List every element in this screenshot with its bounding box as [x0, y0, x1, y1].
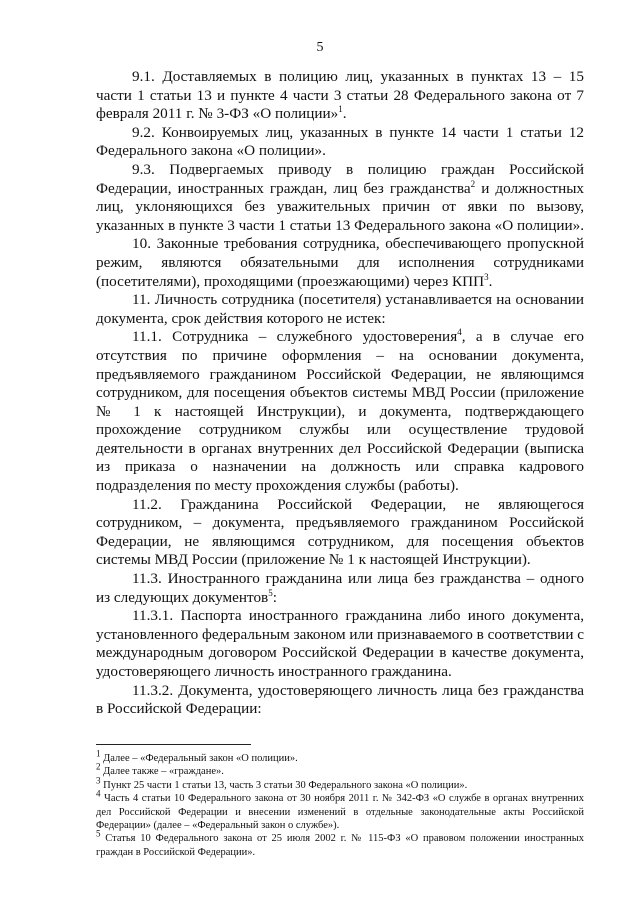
footnote-ref-2: 2: [470, 178, 476, 189]
footnote-3: $^3$ Пункт 25 части 1 статьи 13, часть 3 статьи 30 Федерального закона «О полиции».: [96, 775, 468, 791]
paragraph-11-3-1: 11.3.1. Паспорта иностранного гражданина либо иного документа, установленного федеральным законом или признаваемого в соответствии с международным договором Российской Федерации в качестве документа, удостоверяющего личность иностранного гражданина.: [96, 607, 584, 680]
footnote-4: $^4$ Часть 4 статьи 10 Федерального закона от 30 ноября 2011 г. № 342-ФЗ «О службе в органах внутренних дел Российской Федерации и внесении изменений в отдельные законодательные акты Российской Федерации» (далее – «Федеральный закон о службе»).: [96, 788, 584, 832]
page-number: 5: [316, 40, 324, 55]
paragraph-11: 11. Личность сотрудника (посетителя) устанавливается на основании документа, срок действия которого не истек:: [96, 291, 584, 327]
footnote-5: $^5$ Статья 10 Федерального закона от 25 июля 2002 г. № 115-ФЗ «О правовом положении иностранных граждан в Российской Федерации».: [96, 828, 584, 858]
footnote-2: $^2$ Далее также – «граждане».: [96, 761, 224, 778]
footnotes: [96, 748, 584, 859]
footnote-1: $^1$ Далее – «Федеральный закон «О полиции».: [96, 748, 298, 764]
paragraph-9-1: 9.1. Доставляемых в полицию лиц, указанных в пунктах 13 – 15 части 1 статьи 13 и пункте 4 части 3 статьи 28 Федерального закона от 7 февраля 2011 г. № 3-ФЗ «О полиции»$^1$.: [96, 68, 584, 123]
paragraph-11-2: 11.2. Гражданина Российской Федерации, не являющегося сотрудником, – документа, предъявляемого гражданином Российской Федерации, не являющимся сотрудником, для посещения объектов системы МВД России (приложение № 1 к настоящей Инструкции).: [96, 495, 584, 569]
paragraph-10: 10. Законные требования сотрудника, обеспечивающего пропускной режим, являются обязательными для исполнения сотрудниками (посетителями), проходящими (проезжающими) через КПП$^3$.: [96, 235, 584, 290]
paragraph-9-2: 9.2. Конвоируемых лиц, указанных в пункте 14 части 1 статьи 12 Федерального закона «О полиции».: [96, 123, 584, 160]
paragraph-11-1: 11.1. Сотрудника – служебного удостоверения$^4$, а в случае его отсутствия по причине оформления – на основании документа, предъявляемого гражданином Российской Федерации, не являющимся сотрудником, для посещения объектов системы МВД России (приложение № 1 к настоящей Инструкции), и документа, подтверждающего прохождение сотрудником службы или осуществление трудовой деятельности в органах внутренних дел Российской Федерации (выписка из приказа о назначении на должность или справка кадрового подразделения по месту прохождения службы (работы).: [96, 327, 584, 495]
paragraph-11-3-2: 11.3.2. Документа, удостоверяющего личность лица без гражданства в Российской Федерации:: [96, 681, 584, 718]
footnote-ref-5: 5: [268, 587, 273, 598]
footnote-divider: [96, 744, 251, 745]
paragraph-11-3: 11.3. Иностранного гражданина или лица без гражданства – одного из следующих документов$^5$:: [96, 570, 584, 606]
footnote-ref-4: 4: [457, 327, 462, 338]
body-text: [96, 68, 584, 719]
paragraph-9-3: 9.3. Подвергаемых приводу в полицию граждан Российской Федерации, иностранных граждан, лиц без гражданства$^2$ и должностных лиц, уклоняющихся без уважительных причин от явки по вызову, указанных в пункте 3 части 1 статьи 13 Федерального закона «О полиции».: [96, 160, 585, 234]
footnote-ref-3: 3: [484, 271, 489, 282]
footnote-ref-1: 1: [338, 104, 343, 115]
